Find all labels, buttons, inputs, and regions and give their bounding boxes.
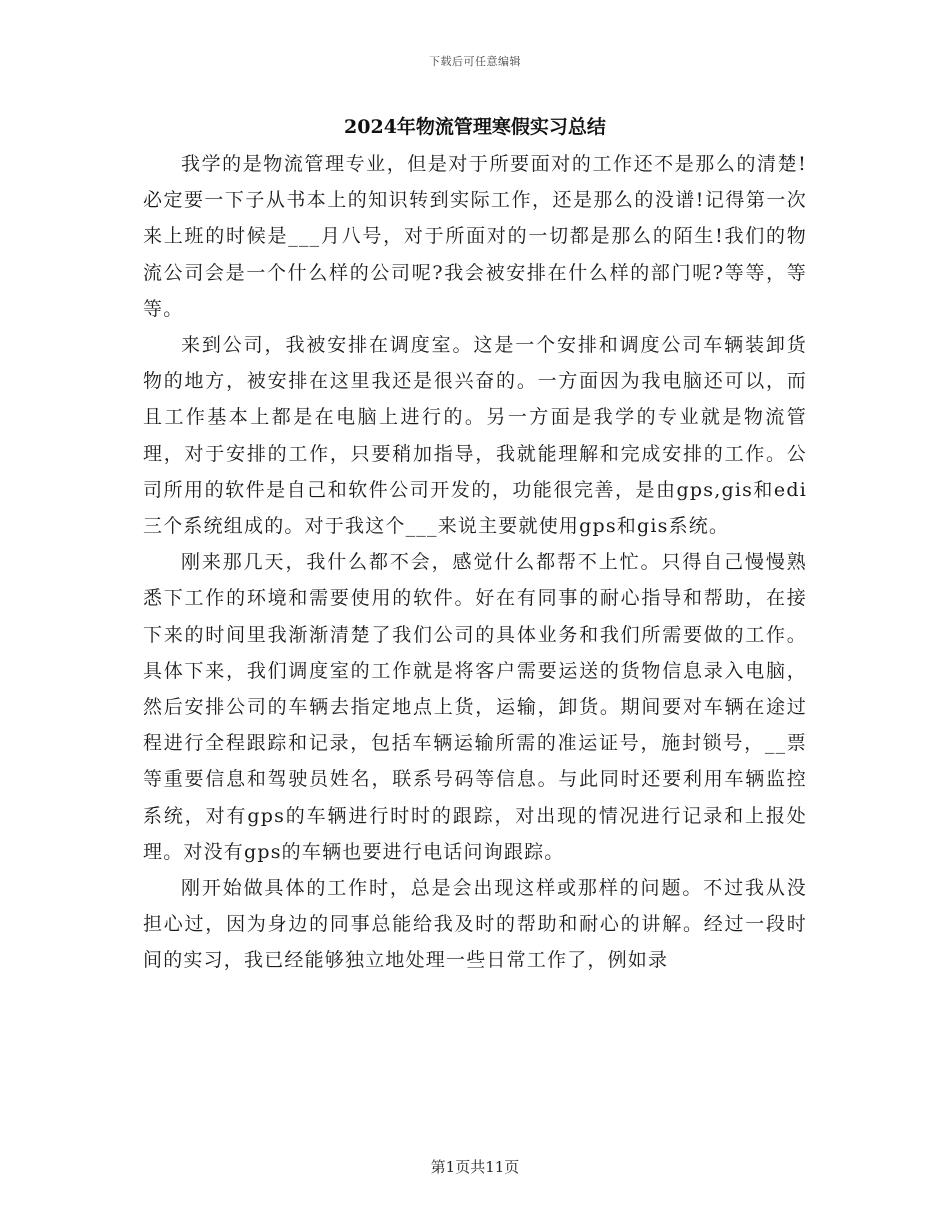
paragraph-3: 刚来那几天，我什么都不会，感觉什么都帮不上忙。只得自己慢慢熟悉下工作的环境和需要使用的软件。好在有同事的耐心指导和帮助，在接下来的时间里我渐渐清楚了我们公司的具体业务和我们所需要做的工作。具体下来，我们调度室的工作就是将客户需要运送的货物信息录入电脑，然后安排公司的车辆去指定地点上货，运输，卸货。期间要对车辆在途过程进行全程跟踪和记录，包括车辆运输所需的准运证号，施封锁号，__票等重要信息和驾驶员姓名，联系号码等信息。与此同时还要利用车辆监控系统，对有gps的车辆进行时时的跟踪，对出现的情况进行记录和上报处理。对没有gps的车辆也要进行电话问询跟踪。 [143, 551, 807, 863]
document-title: 2024年物流管理寒假实习总结 [344, 116, 606, 138]
paragraph-2: 来到公司，我被安排在调度室。这是一个安排和调度公司车辆装卸货物的地方，被安排在这里我还是很兴奋的。一方面因为我电脑还可以，而且工作基本上都是在电脑上进行的。另一方面是我学的专业就是物流管理，对于安排的工作，只要稍加指导，我就能理解和完成安排的工作。公司所用的软件是自己和软件公司开发的，功能很完善，是由gps,gis和edi三个系统组成的。对于我这个___来说主要就使用gps和gis系统。 [143, 334, 807, 538]
header-note: 下载后可任意编辑 [429, 55, 521, 68]
paragraph-1: 我学的是物流管理专业，但是对于所要面对的工作还不是那么的清楚!必定要一下子从书本上的知识转到实际工作，还是那么的没谱!记得第一次来上班的时候是___月八号，对于所面对的一切都是那么的陌生!我们的物流公司会是一个什么样的公司呢?我会被安排在什么样的部门呢?等等，等等。 [143, 153, 807, 320]
page-indicator: 第1页共11页 [430, 1158, 520, 1176]
paragraph-4: 刚开始做具体的工作时，总是会出现这样或那样的问题。不过我从没担心过，因为身边的同事总能给我及时的帮助和耐心的讲解。经过一段时间的实习，我已经能够独立地处理一些日常工作了，例如录 [143, 877, 807, 972]
document-body [143, 146, 807, 979]
